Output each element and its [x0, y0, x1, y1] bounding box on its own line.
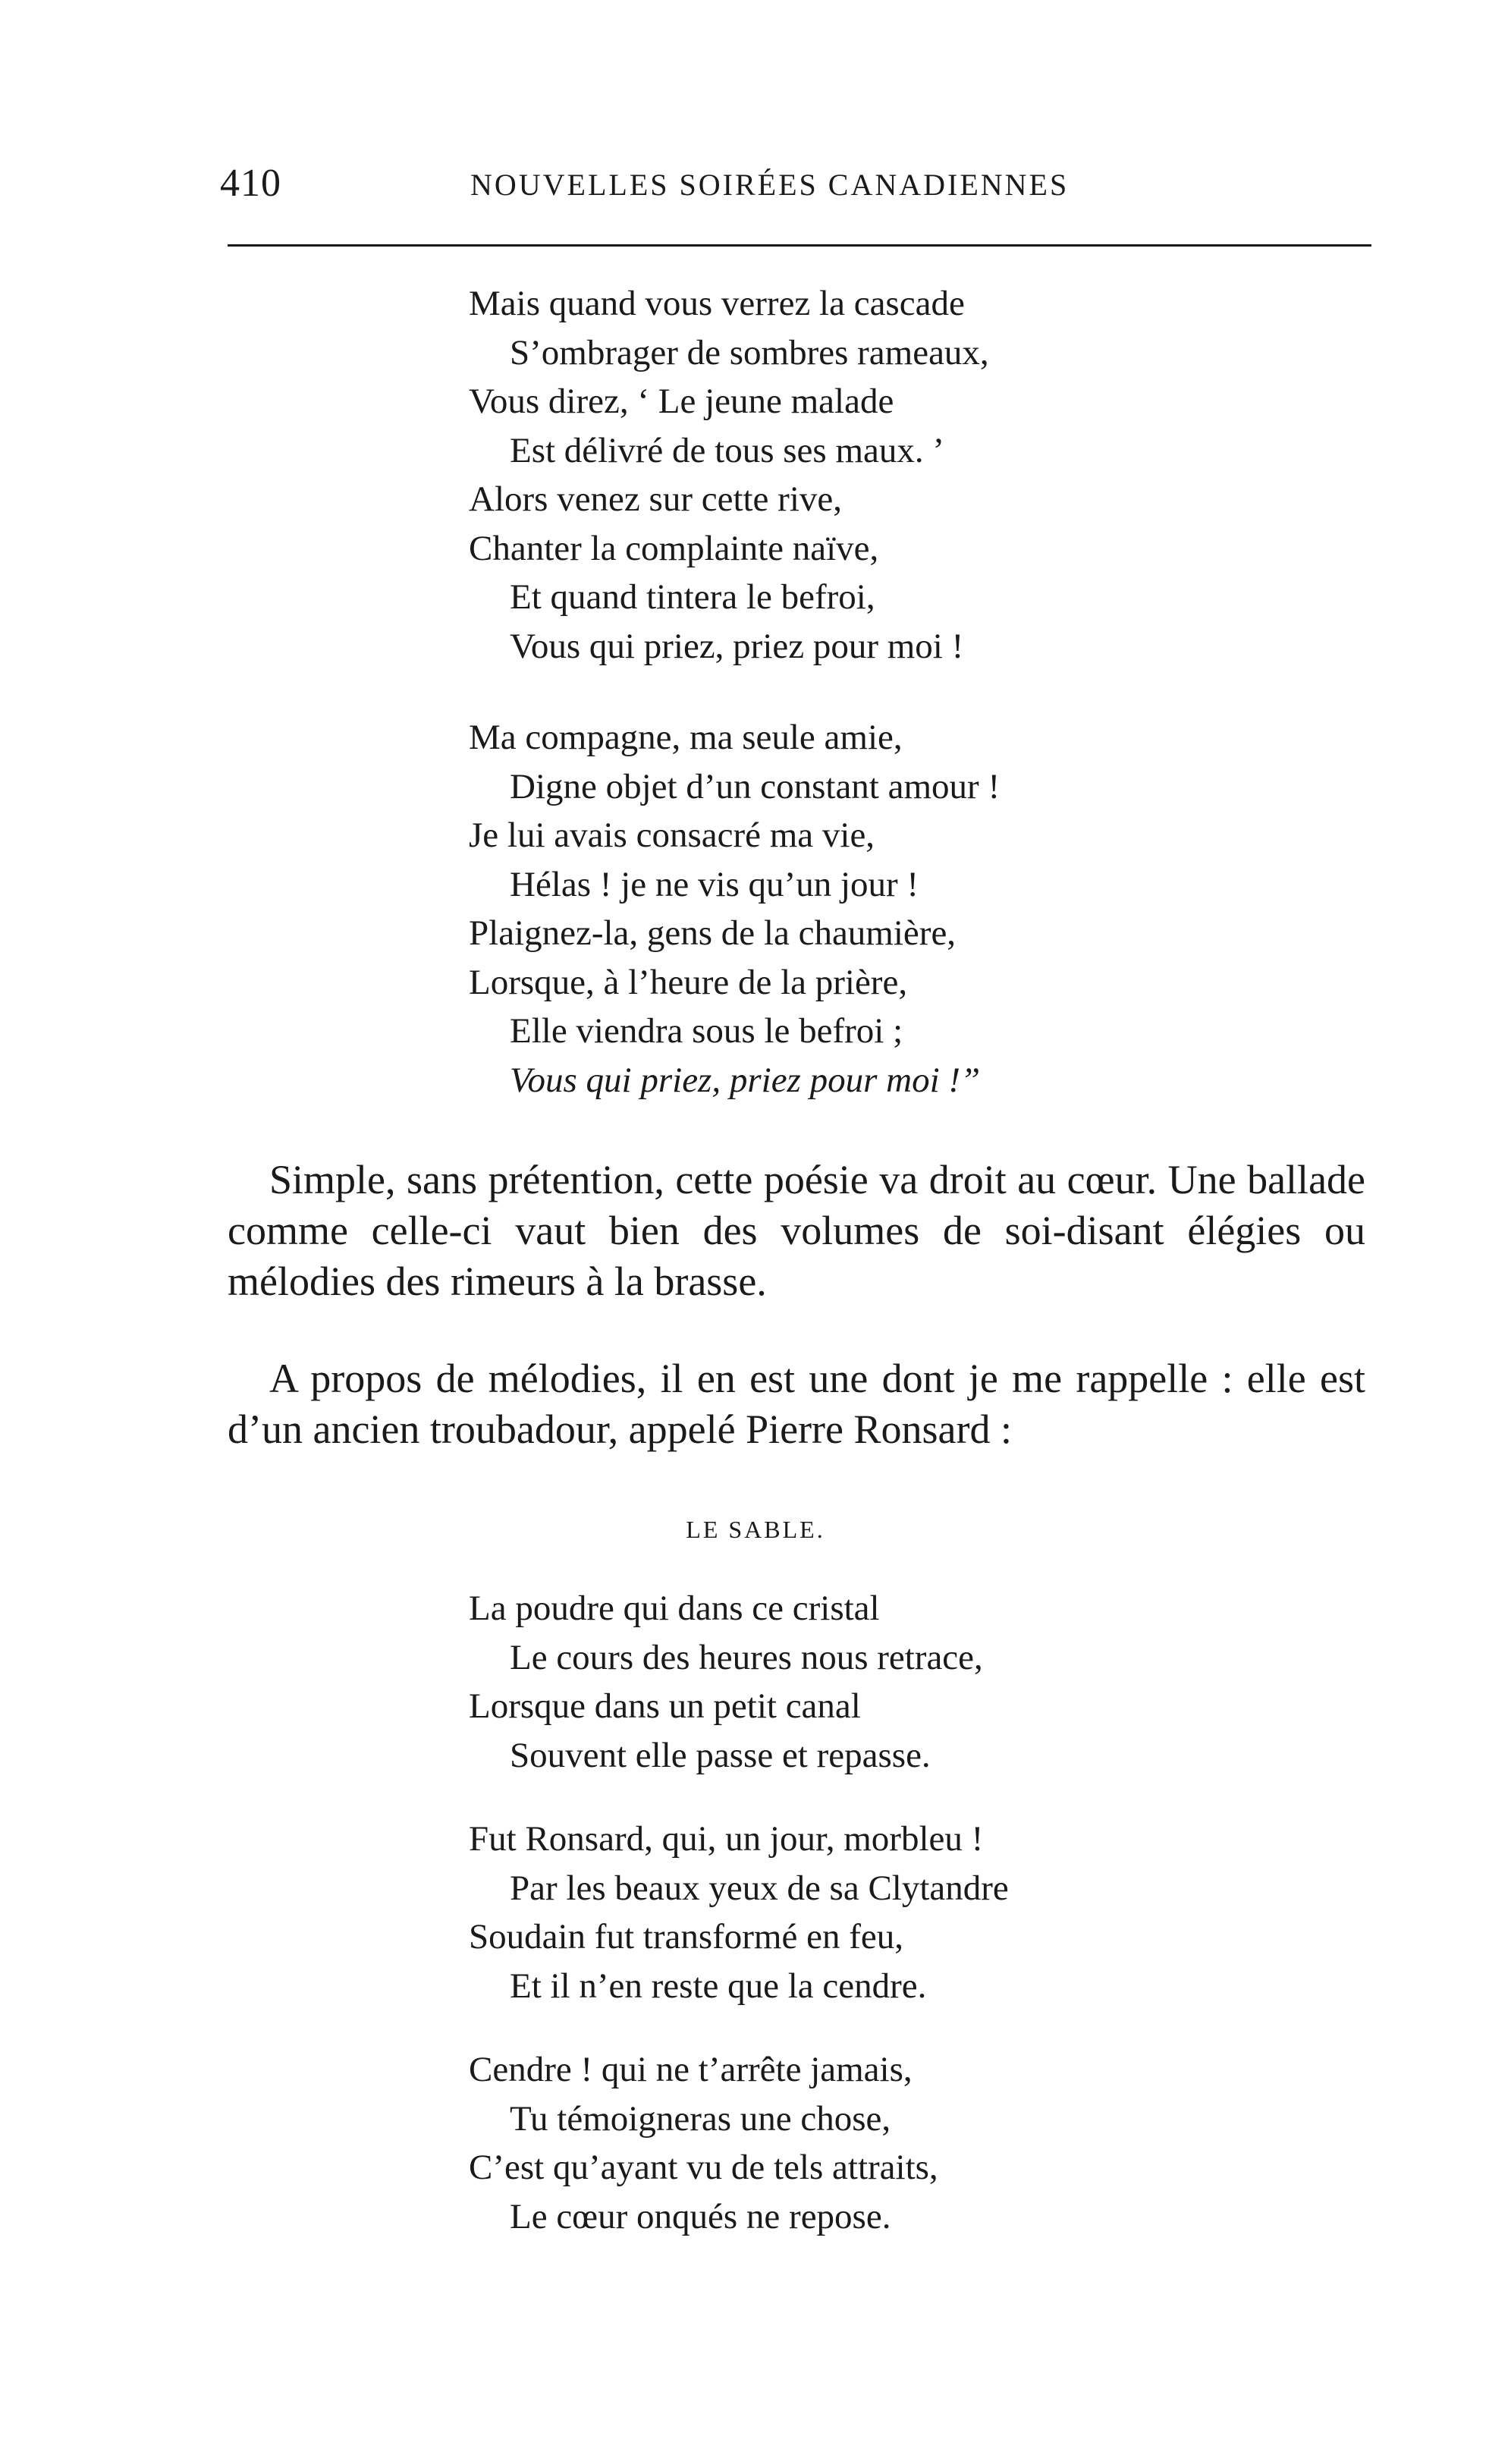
- verse-line: Mais quand vous verrez la cascade: [469, 284, 965, 323]
- verse-line: Est délivré de tous ses maux. ’: [510, 430, 945, 470]
- verse-line: Lorsque, à l’heure de la prière,: [469, 962, 908, 1002]
- verse-line: Ma compagne, ma seule amie,: [469, 718, 903, 757]
- verse-line: Et quand tintera le befroi,: [510, 577, 875, 617]
- stanza: [469, 1815, 1303, 2010]
- verse-line: Le cœur onqués ne repose.: [510, 2196, 891, 2236]
- verse-line: Tu témoigneras une chose,: [510, 2098, 891, 2139]
- verse-line: S’ombrager de sombres rameaux,: [510, 332, 989, 372]
- verse-line: Vous direz, ‘ Le jeune malade: [469, 382, 894, 421]
- header-rule: [228, 244, 1371, 247]
- verse-line: Digne objet d’un constant amour !: [510, 766, 1001, 806]
- stanza: [469, 2045, 1303, 2241]
- verse-line: Fut Ronsard, qui, un jour, morbleu !: [469, 1819, 984, 1859]
- verse-line: Soudain fut transformé en feu,: [469, 1917, 903, 1956]
- page-number: 410: [220, 162, 281, 205]
- verse-line: C’est qu’ayant vu de tels attraits,: [469, 2148, 938, 2187]
- verse-line: Je lui avais consacré ma vie,: [469, 816, 875, 855]
- stanza: [469, 713, 1303, 1105]
- paragraph-text: Simple, sans prétention, cette poésie va droit au cœur. Une ballade comme celle-ci vaut bien des volumes de soi-disant élégies ou mélodies des rimeurs à la brasse.: [228, 1157, 1365, 1304]
- verse-line: Plaignez-la, gens de la chaumière,: [469, 913, 957, 953]
- verse-line: Vous qui priez, priez pour moi !: [510, 626, 964, 666]
- running-head: [220, 161, 1373, 214]
- verse-line: Et il n’en reste que la cendre.: [510, 1966, 927, 2006]
- stanza: [469, 279, 1303, 671]
- verse-line: Vous qui priez, priez pour moi !”: [510, 1060, 981, 1100]
- verse-line: Elle viendra sous le befroi ;: [510, 1011, 903, 1051]
- paragraph-text: A propos de mélodies, il en est une dont je me rappelle : elle est d’un ancien troubadour, appelé Pierre Ronsard :: [228, 1356, 1365, 1452]
- verse-line: Hélas ! je ne vis qu’un jour !: [510, 864, 919, 904]
- poem-title: LE SABLE.: [686, 1516, 825, 1543]
- stanza: [469, 1584, 1303, 1780]
- verse-line: Le cours des heures nous retrace,: [510, 1637, 983, 1677]
- verse-line: Par les beaux yeux de sa Clytandre: [510, 1868, 1009, 1908]
- running-title: NOUVELLES SOIRÉES CANADIENNES: [470, 168, 1070, 202]
- verse-line: Lorsque dans un petit canal: [469, 1686, 861, 1726]
- verse-line: Souvent elle passe et repasse.: [510, 1735, 931, 1775]
- verse-line: Alors venez sur cette rive,: [469, 479, 842, 519]
- verse-line: La poudre qui dans ce cristal: [469, 1589, 880, 1628]
- verse-line: Chanter la complainte naïve,: [469, 528, 879, 568]
- prose-paragraph: [228, 1155, 1365, 1307]
- verse-line: Cendre ! qui ne t’arrête jamais,: [469, 2050, 913, 2089]
- prose-paragraph: [228, 1353, 1365, 1455]
